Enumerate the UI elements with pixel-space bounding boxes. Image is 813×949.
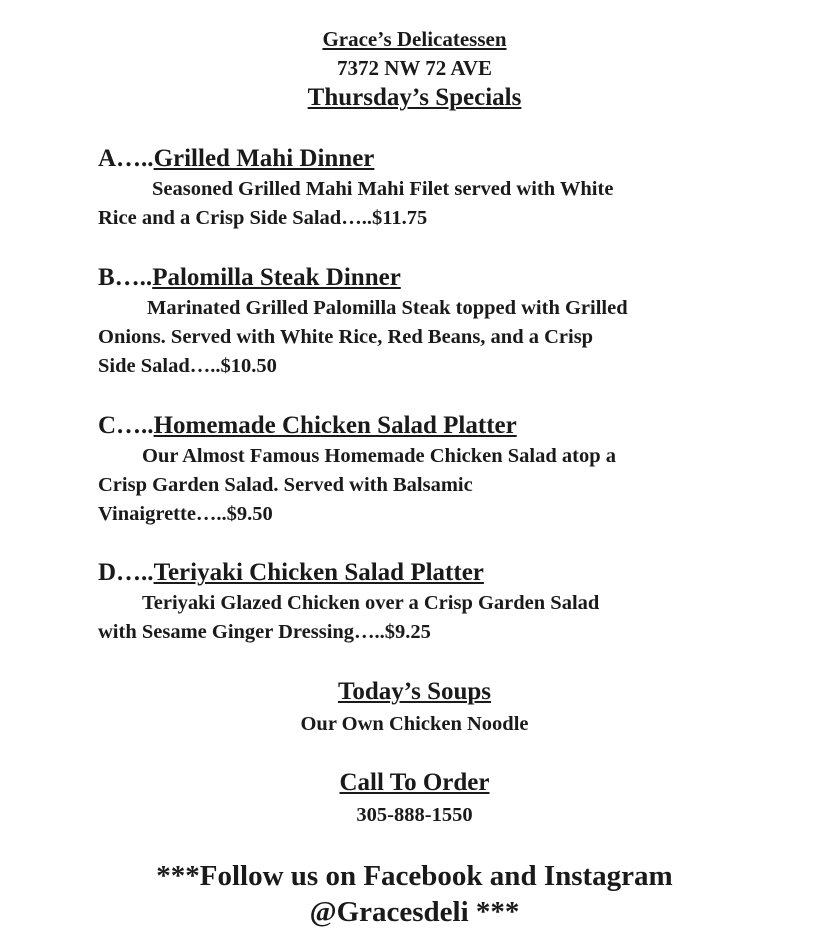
soups-title: Today’s Soups xyxy=(337,678,492,705)
menu-item-description xyxy=(98,175,738,233)
description-line: Crisp Garden Salad. Served with Balsamic xyxy=(98,474,473,496)
menu-item-title xyxy=(98,558,738,588)
menu-item-description xyxy=(98,294,738,381)
order-title: Call To Order xyxy=(339,769,490,796)
description-line: Onions. Served with White Rice, Red Beans, and a Crisp xyxy=(98,326,594,348)
menu-item-title xyxy=(98,144,738,174)
menu-item-name: Homemade Chicken Salad Platter xyxy=(153,412,517,439)
menu-item-description xyxy=(98,442,738,529)
social-follow-text: ***Follow us on Facebook and Instagram xyxy=(156,860,673,892)
restaurant-name: Grace’s Delicatessen xyxy=(322,27,507,51)
menu-item-name: Grilled Mahi Dinner xyxy=(153,145,375,172)
description-line: Marinated Grilled Palomilla Steak topped with Grilled xyxy=(147,297,628,319)
soup-item: Our Own Chicken Noodle xyxy=(300,713,529,735)
menu-item-letter: D….. xyxy=(98,559,154,586)
description-line: Our Almost Famous Homemade Chicken Salad atop a xyxy=(142,445,617,467)
menu-item-letter: A….. xyxy=(98,145,154,172)
menu-item-description xyxy=(98,589,738,647)
menu-item-letter: B….. xyxy=(98,264,153,291)
menu-item-b xyxy=(98,263,738,381)
social-handle: @Gracesdeli *** xyxy=(309,896,520,928)
description-line: Side Salad…..$10.50 xyxy=(98,355,277,377)
description-line: with Sesame Ginger Dressing…..$9.25 xyxy=(98,621,431,643)
description-line: Rice and a Crisp Side Salad…..$11.75 xyxy=(98,207,428,229)
menu-item-title xyxy=(98,263,738,293)
menu-item-name: Palomilla Steak Dinner xyxy=(152,264,401,291)
restaurant-address: 7372 NW 72 AVE xyxy=(336,56,492,80)
description-line: Teriyaki Glazed Chicken over a Crisp Garden Salad xyxy=(142,592,600,614)
description-line: Seasoned Grilled Mahi Mahi Filet served with White xyxy=(152,178,614,200)
menu-item-c xyxy=(98,411,738,529)
menu-item-title xyxy=(98,411,738,441)
menu-item-d xyxy=(98,558,738,647)
menu-item-name: Teriyaki Chicken Salad Platter xyxy=(153,559,484,586)
order-phone: 305-888-1550 xyxy=(356,804,473,826)
menu-item-a xyxy=(98,144,738,233)
description-line: Vinaigrette…..$9.50 xyxy=(98,503,273,525)
specials-title: Thursday’s Specials xyxy=(307,84,522,111)
menu-item-letter: C….. xyxy=(98,412,154,439)
